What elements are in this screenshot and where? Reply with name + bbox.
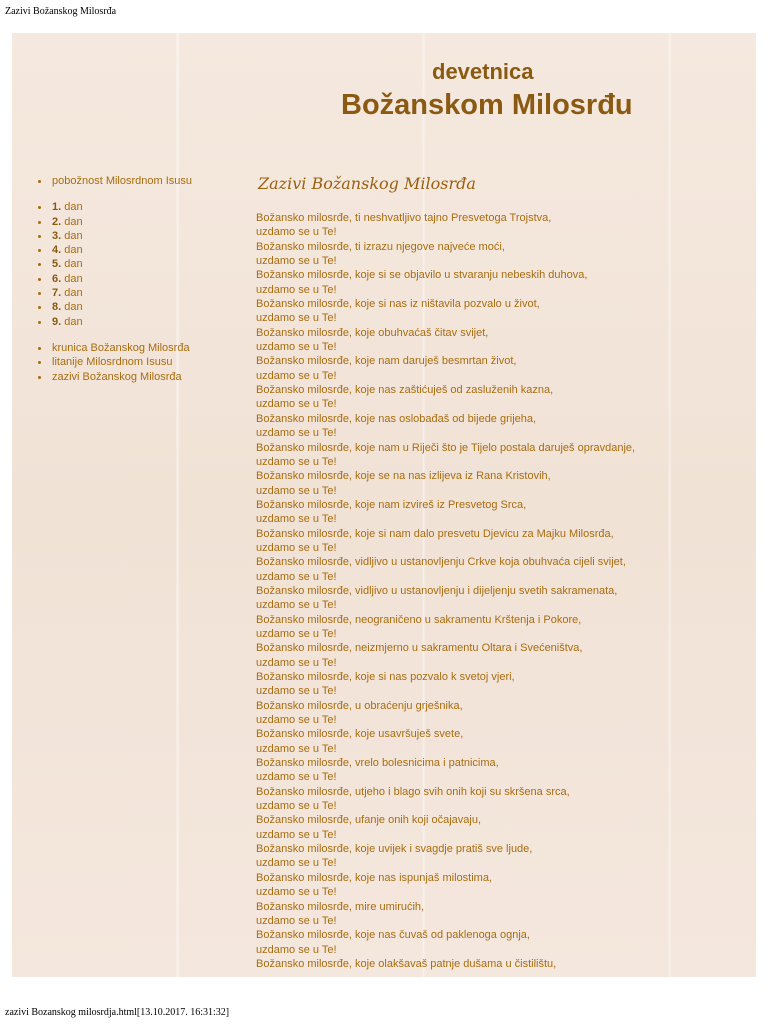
sidebar-item-day-2[interactable]	[36, 215, 236, 229]
prayer-line: Božansko milosrđe, koje olakšavaš patnje dušama u čistilištu,	[256, 957, 557, 970]
prayer-line: uzdamo se u Te!	[256, 398, 337, 411]
prayer-line: Božansko milosrđe, koje nam daruješ besmrtan život,	[256, 355, 517, 368]
prayer-line: uzdamo se u Te!	[256, 341, 337, 354]
prayer-line: uzdamo se u Te!	[256, 541, 337, 554]
bullet-icon	[38, 376, 41, 379]
sidebar-item-label: zazivi Božanskog Milosrđa	[52, 370, 182, 383]
prayer-line: uzdamo se u Te!	[256, 685, 337, 698]
sidebar-item-label: dan	[61, 287, 83, 300]
bullet-icon	[38, 180, 41, 183]
bullet-icon	[38, 278, 41, 281]
prayer-line: uzdamo se u Te!	[256, 226, 337, 239]
day-number: 4.	[52, 244, 62, 257]
sidebar-group-prayers	[36, 341, 236, 384]
day-number: 9.	[52, 315, 62, 328]
prayer-line: Božansko milosrđe, koje nas ispunjaš milostima,	[256, 871, 492, 884]
bullet-icon	[38, 263, 41, 266]
sidebar-item-label: dan	[61, 258, 83, 271]
sidebar-item-day-1[interactable]	[36, 200, 236, 214]
prayer-line: Božansko milosrđe, koje se na nas izlijeva iz Rana Kristovih,	[256, 470, 551, 483]
sidebar-item-day-3[interactable]	[36, 229, 236, 243]
sidebar-item-label: pobožnost Milosrdnom Isusu	[52, 175, 193, 187]
sidebar-item-label: dan	[61, 244, 83, 257]
print-header: Zazivi Božanskog Milosrđa	[5, 6, 117, 17]
bullet-icon	[38, 292, 41, 295]
bullet-icon	[38, 306, 41, 309]
sidebar-item-day-8[interactable]	[36, 300, 236, 314]
day-number: 8.	[52, 301, 62, 314]
sidebar-item-label: litanije Milosrdnom Isusu	[52, 356, 173, 369]
prayer-line: uzdamo se u Te!	[256, 943, 337, 956]
main-content	[256, 174, 746, 971]
prayer-line: uzdamo se u Te!	[256, 656, 337, 669]
prayer-line: uzdamo se u Te!	[256, 484, 337, 497]
sidebar-item-day-7[interactable]	[36, 286, 236, 300]
page-title: Božanskom Milosrđu	[341, 89, 633, 121]
day-number: 2.	[52, 215, 62, 228]
prayer-line: Božansko milosrđe, ti izrazu njegove najveće moći,	[256, 240, 505, 253]
prayer-line: Božansko milosrđe, ti neshvatljivo tajno Presvetoga Trojstva,	[256, 212, 552, 224]
prayer-line: Božansko milosrđe, koje obuhvaćaš čitav svijet,	[256, 326, 489, 339]
prayer-line: Božansko milosrđe, koje si nas pozvalo k svetoj vjeri,	[256, 671, 515, 683]
sidebar-item-invocations[interactable]	[36, 370, 236, 384]
prayer-text	[256, 211, 746, 971]
prayer-line: Božansko milosrđe, u obraćenju grješnika,	[256, 699, 463, 712]
content-heading: Zazivi Božanskog Milosrđa	[258, 174, 476, 193]
prayer-line: Božansko milosrđe, neograničeno u sakramentu Krštenja i Pokore,	[256, 613, 582, 626]
sidebar-group-devotion	[36, 174, 236, 188]
sidebar-item-litany[interactable]	[36, 355, 236, 369]
prayer-line: uzdamo se u Te!	[256, 627, 337, 640]
bullet-icon	[38, 206, 41, 209]
prayer-line: uzdamo se u Te!	[256, 570, 337, 583]
prayer-line: uzdamo se u Te!	[256, 828, 337, 841]
prayer-line: uzdamo se u Te!	[256, 369, 337, 382]
bullet-icon	[38, 249, 41, 252]
prayer-line: Božansko milosrđe, koje si nam dalo presvetu Djevicu za Majku Milosrđa,	[256, 527, 614, 540]
day-number: 6.	[52, 272, 62, 285]
sidebar-item-label: dan	[61, 315, 83, 328]
prayer-line: Božansko milosrđe, vrelo bolesnicima i patnicima,	[256, 757, 499, 770]
prayer-line: uzdamo se u Te!	[256, 771, 337, 784]
sidebar-item-chaplet[interactable]	[36, 341, 236, 355]
prayer-line: uzdamo se u Te!	[256, 800, 337, 813]
prayer-line: uzdamo se u Te!	[256, 312, 337, 325]
prayer-line: uzdamo se u Te!	[256, 914, 337, 927]
sidebar-item-label: dan	[61, 215, 83, 228]
sidebar-item-day-5[interactable]	[36, 257, 236, 271]
bullet-icon	[38, 347, 41, 350]
prayer-line: uzdamo se u Te!	[256, 886, 337, 899]
prayer-line: Božansko milosrđe, koje nam u Riječi što je Tijelo postala daruješ opravdanje,	[256, 441, 636, 454]
prayer-line: Božansko milosrđe, koje si nas iz ništavila pozvalo u život,	[256, 298, 540, 311]
prayer-line: Božansko milosrđe, vidljivo u ustanovljenju Crkve koja obuhvaća cijeli svijet,	[256, 556, 626, 569]
day-number: 5.	[52, 258, 62, 271]
prayer-line: Božansko milosrđe, ufanje onih koji očajavaju,	[256, 814, 482, 827]
sidebar-item-day-4[interactable]	[36, 243, 236, 257]
page-panel	[12, 33, 756, 977]
day-number: 3.	[52, 229, 62, 242]
sidebar-item-day-9[interactable]	[36, 315, 236, 329]
prayer-line: uzdamo se u Te!	[256, 283, 337, 296]
prayer-line: Božansko milosrđe, neizmjerno u sakramentu Oltara i Svećeništva,	[256, 642, 583, 655]
bullet-icon	[38, 235, 41, 238]
bullet-icon	[38, 221, 41, 224]
prayer-line: Božansko milosrđe, koje usavršuješ svete,	[256, 728, 464, 741]
day-number: 1.	[52, 201, 62, 214]
prayer-line: uzdamo se u Te!	[256, 714, 337, 727]
prayer-line: Božansko milosrđe, koje si se objavilo u stvaranju nebeskih duhova,	[256, 269, 588, 282]
prayer-line: uzdamo se u Te!	[256, 857, 337, 870]
sidebar-item-label: dan	[61, 301, 83, 314]
sidebar-item-day-6[interactable]	[36, 272, 236, 286]
prayer-line: Božansko milosrđe, koje nas čuvaš od paklenoga ognja,	[256, 929, 530, 942]
prayer-line: uzdamo se u Te!	[256, 599, 337, 612]
sidebar-item-label: krunica Božanskog Milosrđa	[52, 341, 190, 354]
prayer-line: uzdamo se u Te!	[256, 255, 337, 268]
prayer-line: uzdamo se u Te!	[256, 513, 337, 526]
sidebar-group-days	[36, 200, 236, 329]
prayer-line: uzdamo se u Te!	[256, 455, 337, 468]
prayer-line: uzdamo se u Te!	[256, 427, 337, 440]
prayer-line: Božansko milosrđe, mire umirućih,	[256, 900, 425, 913]
bullet-icon	[38, 321, 41, 324]
sidebar-nav	[36, 174, 236, 396]
page-subtitle: devetnica	[432, 59, 534, 84]
prayer-line: Božansko milosrđe, utjeho i blago svih onih koji su skršena srca,	[256, 785, 570, 798]
day-number: 7.	[52, 287, 62, 300]
print-footer: zazivi Bozanskog milosrdja.html[13.10.2017. 16:31:32]	[5, 1007, 230, 1018]
sidebar-item-label: dan	[61, 229, 83, 242]
prayer-line: Božansko milosrđe, koje nas zaštićuješ od zasluženih kazna,	[256, 384, 554, 397]
prayer-line: Božansko milosrđe, koje nas oslobađaš od bijede grijeha,	[256, 412, 537, 425]
prayer-line: uzdamo se u Te!	[256, 742, 337, 755]
sidebar-item-label: dan	[61, 201, 83, 214]
prayer-line: Božansko milosrđe, vidljivo u ustanovljenju i dijeljenju svetih sakramenata,	[256, 584, 618, 597]
prayer-line: Božansko milosrđe, koje nam izvireš iz Presvetog Srca,	[256, 498, 527, 511]
bullet-icon	[38, 361, 41, 364]
sidebar-item-label: dan	[61, 272, 83, 285]
sidebar-item-devotion[interactable]	[36, 174, 236, 188]
prayer-line: Božansko milosrđe, koje uvijek i svagdje pratiš sve ljude,	[256, 843, 533, 856]
